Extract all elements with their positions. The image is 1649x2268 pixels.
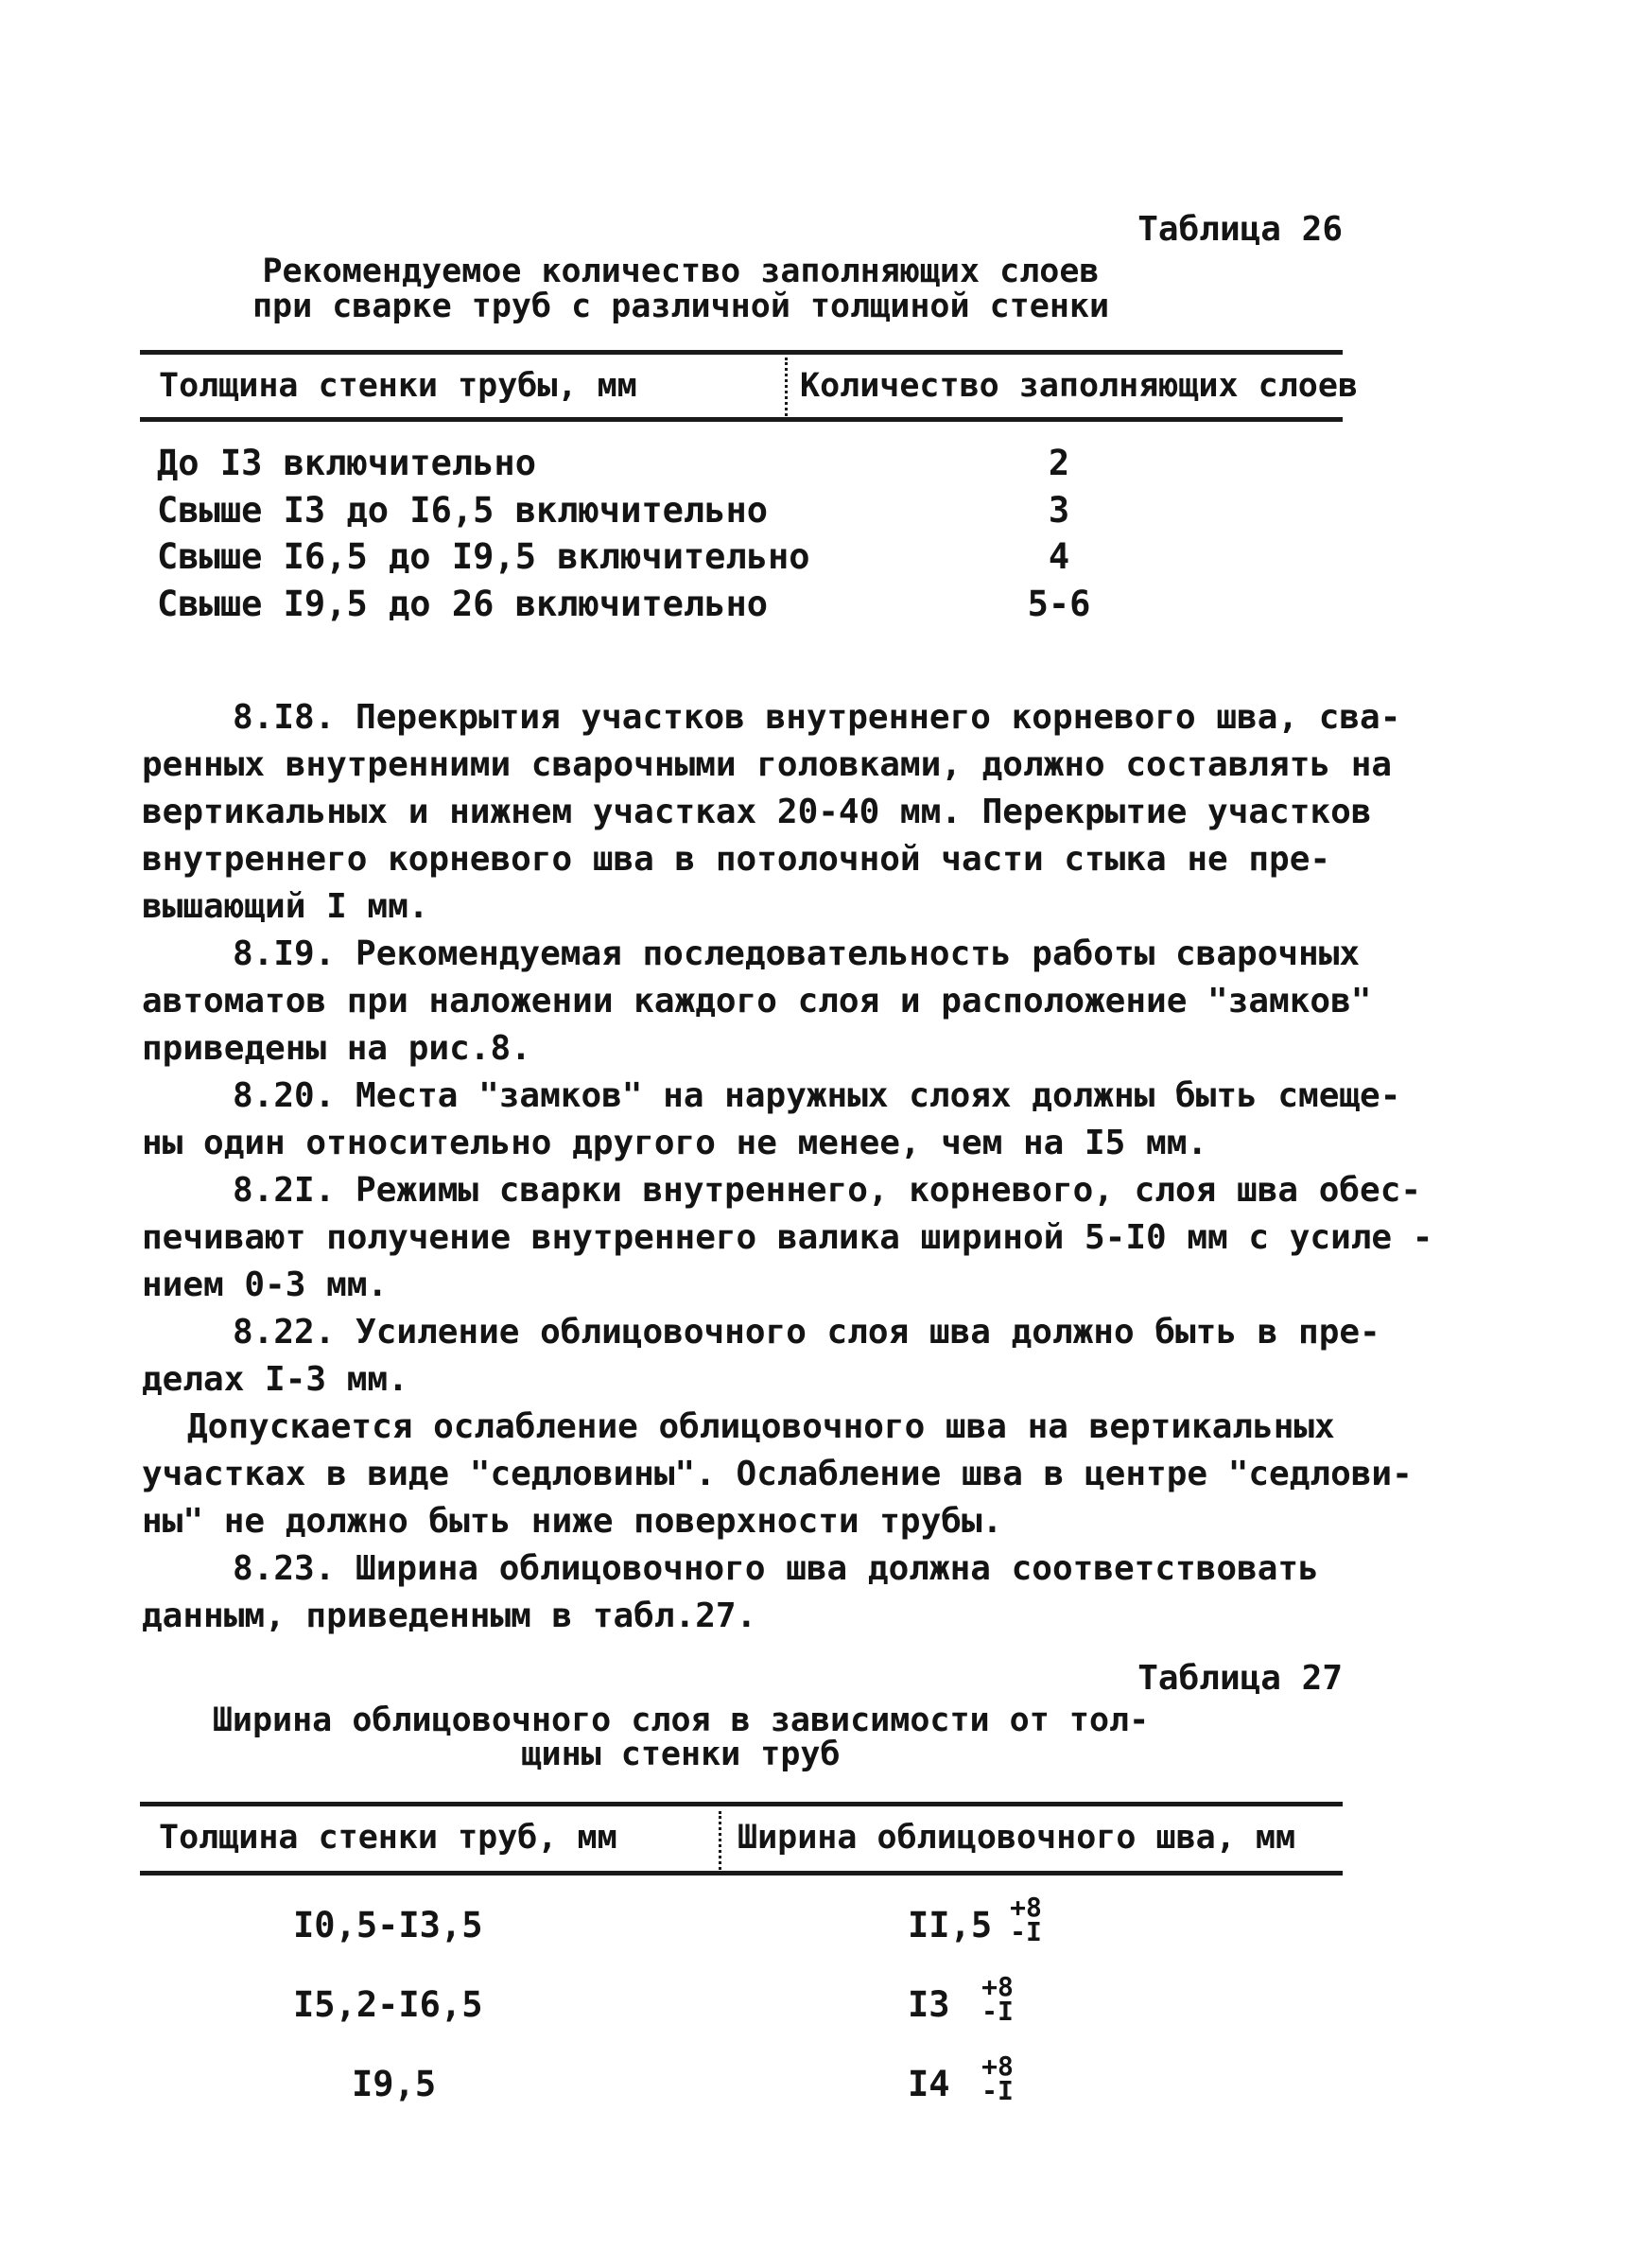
table-26-caption-line1: Рекомендуемое количество заполняющих слоев — [262, 253, 1100, 290]
table-27-row-3-width: I4 — [908, 2064, 950, 2104]
paragraph-8-19-line-2: автоматов при наложении каждого слоя и расположение "замков" — [142, 982, 1372, 1021]
table-27-row-2-width: I3 — [908, 1984, 950, 2025]
table-27-row-1-width: II,5 — [908, 1905, 993, 1945]
table-26-header-layers: Количество заполняющих слоев — [800, 367, 1359, 405]
table-27-caption-line1: Ширина облицовочного слоя в зависимости от тол- — [212, 1701, 1150, 1739]
table-26-label: Таблица 26 — [1137, 210, 1343, 249]
table-26-row-2-layers: 3 — [1048, 490, 1070, 531]
paragraph-8-18-line-5: вышающий I мм. — [142, 887, 429, 926]
paragraph-8-22-saddle-line-1: Допускается ослабление облицовочного шва на вертикальных — [187, 1407, 1335, 1446]
paragraph-8-20-line-1: 8.20. Места "замков" на наружных слоях должны быть смеще- — [233, 1076, 1401, 1115]
table-26-row-3-layers: 4 — [1048, 536, 1070, 577]
paragraph-8-22-saddle-line-3: ны" не должно быть ниже поверхности трубы. — [142, 1502, 1003, 1541]
table-26-column-separator — [785, 358, 790, 416]
paragraph-8-19 — [142, 931, 1371, 1073]
paragraph-8-22-saddle — [142, 1404, 1413, 1545]
table-27-row-1-tolerance — [1002, 1892, 1050, 1947]
table-27-row-1-tolerance-plus: +8 — [1010, 1892, 1042, 1923]
paragraph-8-18-line-2: ренных внутренними сварочными головками, должно составлять на — [142, 745, 1393, 784]
paragraph-8-21 — [142, 1167, 1432, 1309]
paragraph-8-18-line-3: вертикальных и нижнем участках 20-40 мм. Перекрытие участков — [142, 793, 1372, 831]
table-27-row-2-tolerance — [974, 1971, 1021, 2027]
table-27-row-2-thickness: I5,2-I6,5 — [293, 1984, 483, 2025]
paragraph-8-21-line-2: печивают получение внутреннего валика шириной 5-I0 мм с усиле - — [142, 1218, 1433, 1257]
paragraph-8-22-saddle-line-2: участках в виде "седловины". Ослабление шва в центре "седлови- — [142, 1455, 1413, 1493]
table-27-header-width: Ширина облицовочного шва, мм — [738, 1819, 1296, 1857]
table-26-row-3-thickness: Свыше I6,5 до I9,5 включительно — [157, 536, 810, 577]
paragraph-8-21-line-1: 8.2I. Режимы сварки внутреннего, корневого, слоя шва обес- — [233, 1171, 1422, 1210]
table-27-row-3-tolerance — [974, 2050, 1021, 2106]
table-26-top-rule — [140, 350, 1343, 355]
table-27-row-1-tolerance-minus: -I — [1010, 1916, 1042, 1947]
table-27-row-2-tolerance-plus: +8 — [981, 1971, 1014, 2002]
table-27-header-rule — [140, 1871, 1343, 1875]
table-27-header-thickness: Толщина стенки труб, мм — [159, 1819, 617, 1857]
table-26-row-1-layers: 2 — [1048, 443, 1070, 483]
table-27-column-separator — [719, 1811, 724, 1870]
table-26-row-4-thickness: Свыше I9,5 до 26 включительно — [157, 584, 769, 624]
table-26-header-rule — [140, 417, 1343, 422]
paragraph-8-21-line-3: нием 0-3 мм. — [142, 1265, 389, 1304]
paragraph-8-20 — [142, 1073, 1400, 1167]
paragraph-8-23-line-1: 8.23. Ширина облицовочного шва должна соответствовать — [233, 1549, 1319, 1588]
table-26-row-4-layers: 5-6 — [1027, 584, 1091, 624]
table-27-row-3-thickness: I9,5 — [352, 2064, 437, 2104]
table-27-top-rule — [140, 1802, 1343, 1806]
table-27-row-1-thickness: I0,5-I3,5 — [293, 1905, 483, 1945]
table-26-caption-line2: при сварке труб с различной толщиной стенки — [252, 288, 1110, 325]
paragraph-8-19-line-3: приведены на рис.8. — [142, 1029, 531, 1068]
table-27-row-3-tolerance-minus: -I — [981, 2075, 1014, 2106]
table-27-row-2-tolerance-minus: -I — [981, 1996, 1014, 2027]
paragraph-8-19-line-1: 8.I9. Рекомендуемая последовательность работы сварочных — [233, 934, 1361, 973]
paragraph-8-22-line-1: 8.22. Усиление облицовочного слоя шва должно быть в пре- — [233, 1313, 1380, 1352]
paragraph-8-23 — [142, 1545, 1319, 1640]
table-26-row-1-thickness: До I3 включительно — [157, 443, 536, 483]
table-26-header-thickness: Толщина стенки трубы, мм — [159, 367, 637, 405]
paragraph-8-18-line-4: внутреннего корневого шва в потолочной части стыка не пре- — [142, 840, 1331, 879]
table-26-row-2-thickness: Свыше I3 до I6,5 включительно — [157, 490, 769, 531]
paragraph-8-18-line-1: 8.I8. Перекрытия участков внутреннего корневого шва, сва- — [233, 698, 1401, 737]
paragraph-8-23-line-2: данным, приведенным в табл.27. — [142, 1596, 757, 1635]
paragraph-8-22 — [142, 1309, 1380, 1404]
paragraph-8-18 — [142, 694, 1400, 931]
table-27-caption-line2: щины стенки труб — [521, 1736, 841, 1773]
table-27-label: Таблица 27 — [1137, 1659, 1343, 1698]
paragraph-8-20-line-2: ны один относительно другого не менее, чем на I5 мм. — [142, 1124, 1208, 1162]
table-27-row-3-tolerance-plus: +8 — [981, 2050, 1014, 2082]
paragraph-8-22-line-2: делах I-3 мм. — [142, 1360, 408, 1399]
